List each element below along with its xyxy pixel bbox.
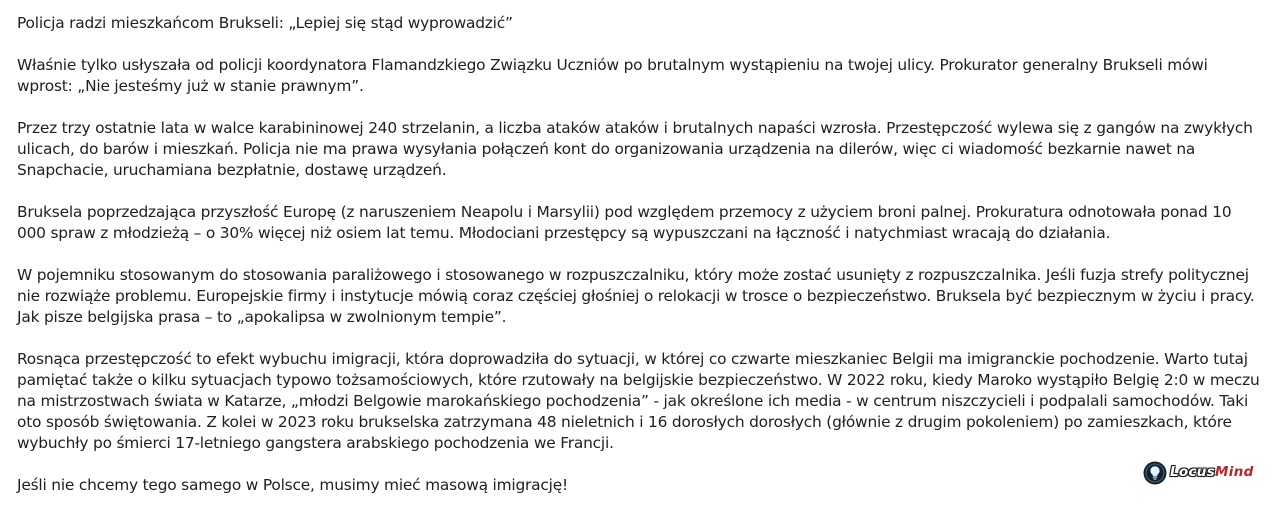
closing-line: Jeśli nie chcemy tego samego w Polsce, musimy mieć masową imigrację!	[17, 476, 568, 494]
paragraph-5: Rosnąca przestępczość to efekt wybuchu imigracji, która doprowadziła do sytuacji, w której co czwarte mieszkaniec Belgii ma imigranckie pochodzenie. Warto tutaj pamiętać także o kilku sytuacjach typowo tożsamościowych, które rzutowały na belgijskie bezpieczeństwo. W 2022 roku, kiedy Maroko wystąpiło Belgię 2:0 w meczu na mistrzostwach świata w Katarze, „młodzi Belgowie marokańskiego pochodzenia” - jak określone ich media - w centrum niszczycieli i podpalali samochodów. Taki oto sposób świętowania. Z kolei w 2023 roku brukselska zatrzymana 48 nieletnich i 16 dorosłych dorosłych (głównie z drugim pokoleniem) po zamieszkach, które wybuchły po śmierci 17-letniego gangstera arabskiego pochodzenia we Francji.	[17, 350, 1260, 452]
paragraph-3: Bruksela poprzedzająca przyszłość Europę (z naruszeniem Neapolu i Marsylii) pod względem przemocy z użyciem broni palnej. Prokuratura odnotowała ponad 10 000 spraw z młodzieżą – o 30% więcej niż osiem lat temu. Młodociani przestępcy są wypuszczani na łączność i natychmiast wracają do działania.	[17, 203, 1232, 242]
watermark-logo	[1143, 460, 1254, 486]
paragraph-1: Właśnie tylko usłyszała od policji koordynatora Flamandzkiego Związku Uczniów po brutalnym wystąpieniu na twojej ulicy. Prokurator generalny Brukseli mówi wprost: „Nie jesteśmy już w stanie prawnym”.	[17, 56, 1208, 95]
watermark-text-locus: Locus	[1170, 464, 1216, 481]
paragraph-2: Przez trzy ostatnie lata w walce karabininowej 240 strzelanin, a liczba ataków ataków i brutalnych napaści wzrosła. Przestępczość wylewa się z gangów na zwykłych ulicach, do barów i mieszkań. Policja nie ma prawa wysyłania połączeń kont do organizowania urządzenia na dilerów, więc ci wiadomość bezkarnie nawet na Snapchacie, uruchamiana bezpłatnie, dostawę urządzeń.	[17, 119, 1253, 179]
post-content	[17, 13, 1261, 496]
watermark-text-mind: Mind	[1215, 464, 1254, 481]
post-title: Policja radzi mieszkańcom Brukseli: „Lepiej się stąd wyprowadzić”	[17, 14, 513, 32]
watermark-text	[1170, 466, 1254, 480]
lightbulb-icon	[1143, 461, 1167, 485]
paragraph-4: W pojemniku stosowanym do stosowania paraliżowego i stosowanego w rozpuszczalniku, który może zostać usunięty z rozpuszczalnika. Jeśli fuzja strefy politycznej nie rozwiąże problemu. Europejskie firmy i instytucje mówią coraz częściej głośniej o relokacji w trosce o bezpieczeństwo. Bruksela być bezpiecznym w życiu i pracy. Jak pisze belgijska prasa – to „apokalipsa w zwolnionym tempie”.	[17, 266, 1255, 326]
